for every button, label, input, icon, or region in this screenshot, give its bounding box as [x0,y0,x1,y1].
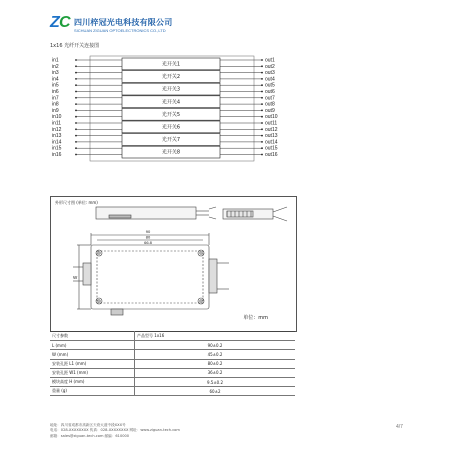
spec-value: 36±0.2 [135,368,296,377]
spec-table-row [50,387,295,396]
connector-view [223,207,287,221]
output-port-label: out2 [265,63,275,70]
optical-switch-label: 光开关5 [161,111,181,118]
drawing-title: 外形尺寸图 (单位: mm) [55,200,98,205]
spec-label: 重量 (g) [50,387,135,396]
spec-table-row [50,368,295,377]
dim-width-label: W [73,275,78,280]
output-port-dot [261,97,263,99]
input-port-label: in13 [52,133,62,140]
input-port-label: in15 [52,145,62,152]
company-name-en: SICHUAN ZIGUAN OPTOELECTRONICS CO.,LTD [74,28,166,33]
optical-switch-label: 光开关4 [161,99,181,106]
output-port-dot [261,65,263,67]
optical-switch-label: 光开关1 [161,61,181,68]
output-port-dot [261,128,263,130]
input-port-label: in12 [52,126,62,133]
footer-email: 邮箱：sales@ziguan-tech.com 邮编：610000 [50,433,130,438]
input-port-label: in10 [52,114,62,121]
optical-switch-label: 光开关2 [161,74,181,81]
input-port-label: in8 [52,101,59,108]
output-port-dot [261,110,263,112]
input-port-label: in3 [52,70,59,77]
spec-table-row [50,377,295,386]
output-port-label: out6 [265,89,275,95]
page-number: 4/7 [396,424,403,430]
output-port-label: out9 [265,107,275,114]
output-port-dot [261,122,263,124]
optical-switch-label: 光开关3 [161,86,181,93]
dim-hole-spacing-label: 80 [145,234,151,240]
output-port-dot [261,135,263,137]
spec-label: 安装孔距 W1 (mm) [50,368,135,377]
switch-wiring-diagram [52,55,292,165]
input-port-label: in5 [52,82,59,89]
output-port-dot [261,116,263,118]
output-port-dot [261,59,263,61]
dim-length-label: 90 [145,229,151,234]
spec-table-row [50,341,295,350]
spec-value: 90±0.2 [135,341,296,350]
output-port-label: out15 [265,145,278,152]
spec-value: 9.5±0.2 [135,377,296,386]
wiring-section-title: 1x16 光纤开关连接图 [50,43,100,49]
output-port-label: out16 [265,152,278,158]
side-view [96,207,216,219]
dim-inner-label: 66.8 [144,240,152,245]
output-port-label: out11 [265,120,278,127]
output-port-label: out1 [265,57,275,64]
spec-value: 产品型号 1x16 [135,332,296,341]
spec-label: L (mm) [50,341,135,350]
output-port-label: out10 [265,114,278,121]
output-port-dot [261,91,263,93]
spec-value: 60±2 [135,387,296,396]
spec-label: 安装孔距 L1 (mm) [50,359,135,368]
output-port-dot [261,84,263,86]
output-port-dot [261,154,263,156]
output-port-label: out5 [265,82,275,89]
output-port-dot [261,141,263,143]
output-port-label: out14 [265,139,278,146]
input-port-label: in7 [52,95,59,102]
optical-switch-label: 光开关8 [161,149,181,156]
output-port-label: out13 [265,133,278,140]
company-name-cn: 四川梓冠光电科技有限公司 [74,18,173,27]
input-port-label: in6 [52,89,59,95]
spec-value: 45±0.2 [135,350,296,359]
footer-address: 地址：四川省成都市高新区天府大道中段XXX号 [50,423,126,427]
optical-switch-label: 光开关7 [161,137,181,144]
company-logo: Z C [50,14,71,31]
output-port-label: out12 [265,126,278,133]
output-port-label: out4 [265,76,275,83]
input-port-label: in14 [52,139,62,146]
input-port-label: in4 [52,76,59,83]
output-port-dot [261,78,263,80]
input-port-label: in1 [52,57,59,64]
output-port-dot [261,103,263,105]
input-port-label: in16 [52,152,62,158]
page-footer [50,423,320,439]
output-port-dot [261,147,263,149]
spec-label: W (mm) [50,350,135,359]
input-port-label: in11 [52,120,62,127]
output-port-label: out3 [265,70,275,77]
output-port-dot [261,72,263,74]
footer-contact: 电话：028-XXXXXXXX 传真：028-XXXXXXXX 网址：www.ziguan-tech.com [50,428,180,433]
input-port-label: in9 [52,107,59,114]
spec-label: 模块高度 H (mm) [50,377,135,386]
output-port-label: out7 [265,95,275,102]
spec-table-header [50,332,295,341]
top-view [73,233,229,315]
mechanical-drawing [50,196,297,332]
spec-value: 80±0.2 [135,359,296,368]
spec-table-row [50,350,295,359]
page-header [50,16,250,38]
unit-label: 单位：mm [243,315,268,321]
input-port-label: in2 [52,63,59,70]
spec-table [50,331,295,396]
output-port-label: out8 [265,101,275,108]
spec-label: 尺寸参数 [50,332,135,341]
optical-switch-label: 光开关6 [161,124,181,131]
spec-table-row [50,359,295,368]
